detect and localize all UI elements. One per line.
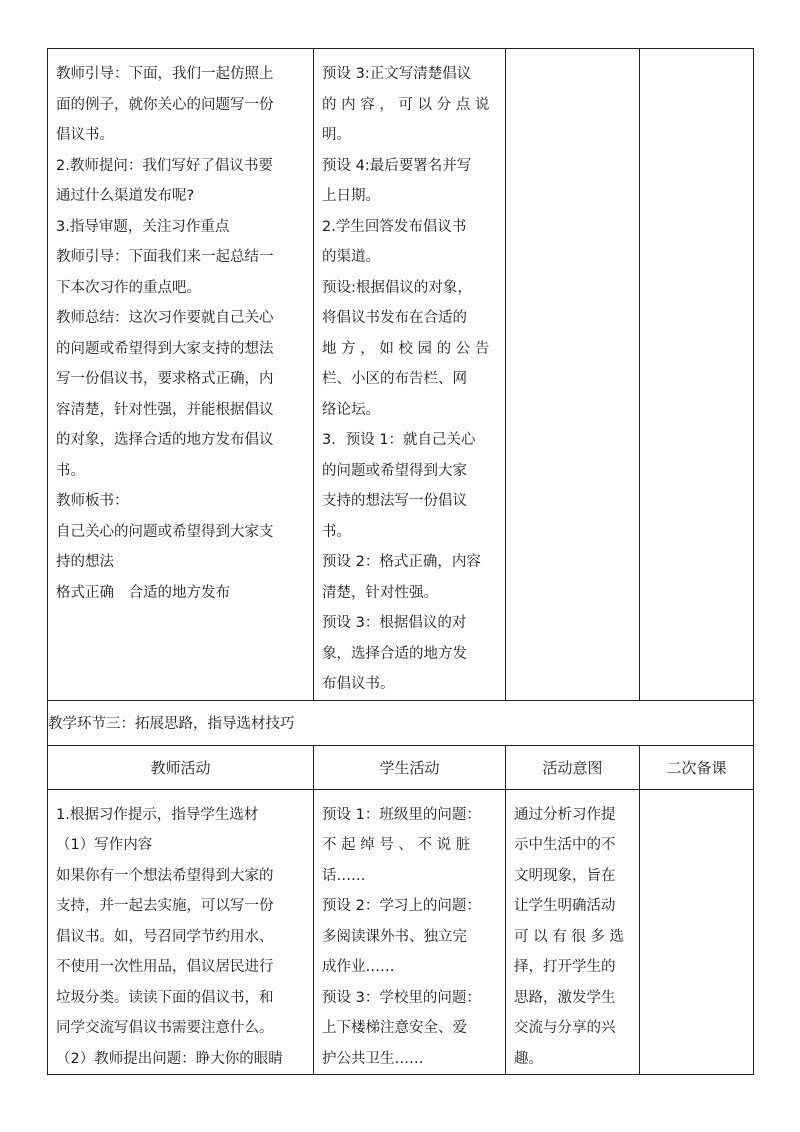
text-line: 预设 2：学习上的问题： (322, 898, 481, 914)
text-line: 3.指导审题，关注习作重点 (56, 218, 230, 235)
text-line: 地 方 ， 如 校 园 的 公 告 (322, 340, 490, 357)
teacher-activity-cell (48, 49, 314, 701)
text-line: 写一份倡议书，要求格式正确，内 (56, 371, 274, 387)
teacher-activity-cell (48, 789, 314, 1075)
table-row (48, 49, 754, 701)
activity-intent-cell (506, 49, 640, 701)
text-line: 支持的想法写一份倡议 (322, 493, 467, 509)
table-row (48, 789, 754, 1075)
text-line: 络论坛。 (322, 401, 380, 418)
text-line: 格式正确 合适的地方发布 (56, 584, 230, 601)
text-line: 不使用一次性用品，倡议居民进行 (56, 959, 274, 975)
header-student-activity: 学生活动 (314, 745, 506, 789)
text-line: 垃圾分类。读读下面的倡议书，和 (56, 989, 274, 1006)
second-preparation-cell (640, 789, 754, 1075)
teacher-activity-text (48, 49, 313, 608)
text-line: 倡议书。 (56, 127, 114, 143)
student-activity-cell (314, 49, 506, 701)
text-line: 的对象，选择合适的地方发布倡议 (56, 432, 274, 448)
activity-intent-cell (506, 789, 640, 1075)
text-line: 不 起 绰 号 、 不 说 脏 (322, 837, 471, 853)
text-line: 话…… (322, 867, 366, 884)
text-line: 倡议书。如，号召同学节约用水、 (56, 928, 274, 945)
text-line: 面的例子，就你关心的问题写一份 (56, 96, 274, 113)
text-line: 1.根据习作提示，指导学生选材 (56, 806, 259, 823)
text-line: 预设 4:最后要署名并写 (322, 157, 472, 174)
header-activity-intent: 活动意图 (506, 745, 640, 789)
text-line: 择，打开学生的 (514, 959, 616, 975)
text-line: 自己关心的问题或希望得到大家支 (56, 523, 274, 540)
text-line: （1）写作内容 (56, 837, 153, 853)
student-activity-text (314, 790, 505, 1075)
text-line: 多阅读课外书、独立完 (322, 928, 467, 945)
text-line: 上日期。 (322, 188, 380, 204)
text-line: 清楚，针对性强。 (322, 584, 438, 601)
text-line: 示中生活中的不 (514, 837, 616, 853)
text-line: 上下楼梯注意安全、爱 (322, 1020, 467, 1036)
text-line: 3．预设 1：就自己关心 (322, 432, 476, 448)
text-line: 护公共卫生…… (322, 1050, 424, 1067)
section-row (48, 700, 754, 745)
text-line: 2.教师提问：我们写好了倡议书要 (56, 157, 273, 174)
text-line: 的渠道。 (322, 249, 380, 265)
text-line: 栏、小区的布告栏、网 (322, 371, 467, 387)
student-activity-cell (314, 789, 506, 1075)
text-line: 下本次习作的重点吧。 (56, 279, 201, 296)
text-line: 教师板书： (56, 493, 129, 509)
activity-intent-text (506, 790, 639, 1075)
text-line: 书。 (322, 523, 351, 540)
text-line: 的问题或希望得到大家支持的想法 (56, 340, 274, 357)
text-line: 通过什么渠道发布呢? (56, 188, 195, 204)
text-line: （2）教师提出问题：睁大你的眼睛 (56, 1050, 283, 1067)
text-line: 预设 3:正文写清楚倡议 (322, 66, 472, 82)
text-line: 通过分析习作提 (514, 806, 616, 823)
text-line: 教师引导：下面，我们一起仿照上 (56, 66, 274, 82)
text-line: 支持，并一起去实施，可以写一份 (56, 898, 274, 914)
section-title: 教学环节三：拓展思路，指导选材技巧 (48, 700, 754, 745)
text-line: 2.学生回答发布倡议书 (322, 218, 467, 235)
text-line: 文明现象，旨在 (514, 867, 616, 884)
text-line: 思路，激发学生 (514, 989, 616, 1006)
text-line: 如果你有一个想法希望得到大家的 (56, 867, 274, 884)
text-line: 教师总结：这次习作要就自己关心 (56, 310, 274, 326)
text-line: 可 以 有 很 多 选 (514, 928, 625, 945)
text-line: 的 内 容 ， 可 以 分 点 说 (322, 96, 490, 113)
text-line: 预设 1：班级里的问题： (322, 806, 481, 823)
teacher-activity-text (48, 790, 313, 1075)
header-row (48, 745, 754, 789)
header-teacher-activity: 教师活动 (48, 745, 314, 789)
text-line: 象，选择合适的地方发 (322, 645, 467, 662)
lesson-plan-table (47, 48, 754, 1075)
text-line: 趣。 (514, 1050, 543, 1067)
text-line: 的问题或希望得到大家 (322, 462, 467, 479)
second-preparation-cell (640, 49, 754, 701)
header-second-preparation: 二次备课 (640, 745, 754, 789)
text-line: 预设 3：学校里的问题： (322, 989, 481, 1006)
text-line: 成作业…… (322, 959, 395, 975)
text-line: 明。 (322, 127, 351, 143)
text-line: 预设 2：格式正确，内容 (322, 554, 481, 570)
student-activity-text (314, 49, 505, 700)
text-line: 预设:根据倡议的对象， (322, 279, 472, 296)
text-line: 书。 (56, 462, 85, 479)
text-line: 预设 3：根据倡议的对 (322, 615, 467, 631)
text-line: 交流与分享的兴 (514, 1020, 616, 1036)
text-line: 将倡议书发布在合适的 (322, 310, 467, 326)
text-line: 布倡议书。 (322, 676, 395, 692)
text-line: 同学交流写倡议书需要注意什么。 (56, 1020, 274, 1036)
text-line: 容清楚，针对性强，并能根据倡议 (56, 401, 274, 418)
text-line: 让学生明确活动 (514, 898, 616, 914)
text-line: 教师引导：下面我们来一起总结一 (56, 249, 274, 265)
text-line: 持的想法 (56, 554, 114, 570)
